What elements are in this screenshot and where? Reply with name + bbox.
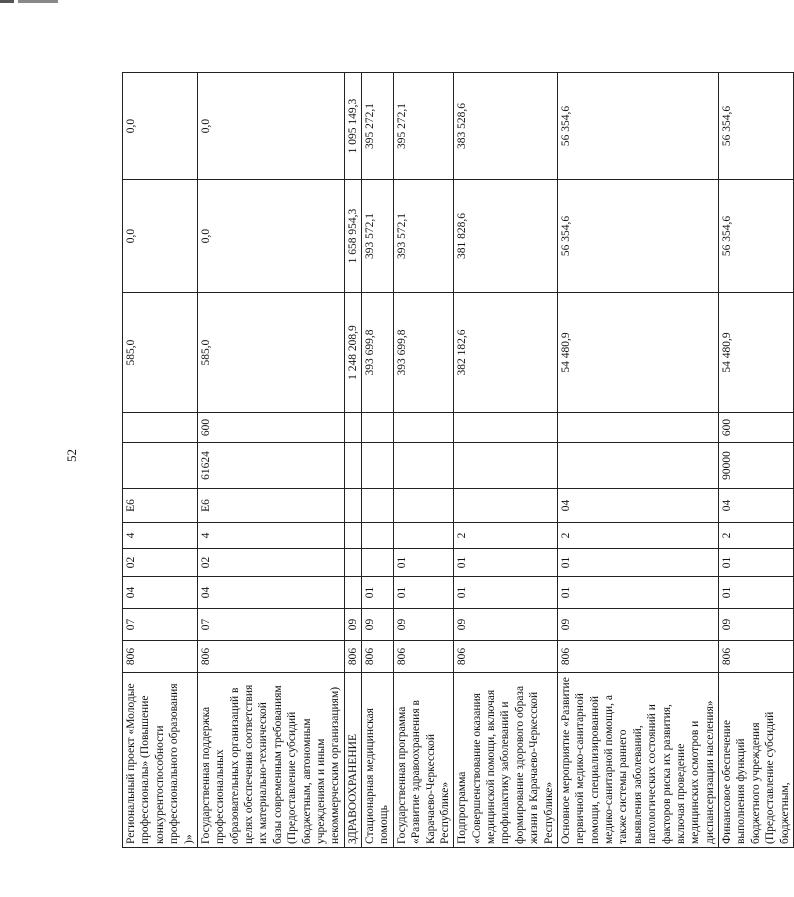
- code-cs1: 01: [393, 549, 454, 577]
- table-row: [362, 73, 394, 848]
- table-row: [123, 73, 198, 848]
- code-cs2: [362, 523, 394, 549]
- code-cs2: 2: [557, 523, 718, 549]
- row-name: Стационарная медицинская помощь: [362, 673, 394, 848]
- amount-year1: 382 182,6: [454, 293, 558, 413]
- amount-year2: 393 572,1: [362, 180, 394, 293]
- code-pr: [344, 577, 361, 609]
- code-cs1: 02: [123, 549, 198, 577]
- amount-year2: 0,0: [123, 180, 198, 293]
- code-cs3: [344, 489, 361, 523]
- table-row: [344, 73, 361, 848]
- code-ved: 806: [393, 641, 454, 673]
- amount-year2: 1 658 954,3: [344, 180, 361, 293]
- code-cs2: [344, 523, 361, 549]
- code-rz: 09: [344, 609, 361, 641]
- code-ved: 806: [362, 641, 394, 673]
- row-name: Основное мероприятие «Развитие первичной медико-санитарной помощи, специализированной медико-санитарной помощи, а также системы раннего выявления заболеваний, патологических состояний и факторов риска их развития, включая проведение медицинских осмотров и диспансеризации населения»: [557, 673, 718, 848]
- code-cs4: [557, 443, 718, 489]
- code-cs4: [362, 443, 394, 489]
- code-vr: [362, 413, 394, 443]
- code-cs4: [344, 443, 361, 489]
- code-vr: [123, 413, 198, 443]
- code-ved: 806: [557, 641, 718, 673]
- amount-year3: 0,0: [123, 73, 198, 180]
- code-cs1: 01: [557, 549, 718, 577]
- amount-year1: 54 480,9: [719, 293, 794, 413]
- code-cs4: [454, 443, 558, 489]
- code-pr: 04: [123, 577, 198, 609]
- code-pr: 01: [719, 577, 794, 609]
- code-cs4: [123, 443, 198, 489]
- code-cs1: 02: [197, 549, 344, 577]
- code-rz: 09: [362, 609, 394, 641]
- code-vr: 600: [719, 413, 794, 443]
- code-cs1: 01: [719, 549, 794, 577]
- table-row: [197, 73, 344, 848]
- code-cs1: [344, 549, 361, 577]
- amount-year3: 0,0: [197, 73, 344, 180]
- budget-table: [122, 72, 794, 848]
- code-vr: 600: [197, 413, 344, 443]
- code-cs3: Е6: [123, 489, 198, 523]
- code-cs2: 4: [123, 523, 198, 549]
- code-cs1: [362, 549, 394, 577]
- scan-artifact: [0, 0, 62, 5]
- code-cs4: 61624: [197, 443, 344, 489]
- code-cs3: 04: [557, 489, 718, 523]
- amount-year1: 1 248 208,9: [344, 293, 361, 413]
- code-rz: 07: [197, 609, 344, 641]
- amount-year2: 393 572,1: [393, 180, 454, 293]
- code-cs2: 2: [719, 523, 794, 549]
- code-cs3: Е6: [197, 489, 344, 523]
- amount-year2: 381 828,6: [454, 180, 558, 293]
- amount-year2: 0,0: [197, 180, 344, 293]
- amount-year1: 393 699,8: [362, 293, 394, 413]
- row-name: Государственная поддержка профессиональных образовательных организаций в целях обеспечения соответствия их материально-технической базы современным требованиям (Предоставление субсидий бюджетным, автономным учреждениям и иным некоммерческим организациям): [197, 673, 344, 848]
- row-name: Региональный проект «Молодые профессионалы» (Повышение конкурентоспособности профессионального образования )»: [123, 673, 198, 848]
- code-cs1: 01: [454, 549, 558, 577]
- amount-year3: 395 272,1: [362, 73, 394, 180]
- amount-year3: 56 354,6: [557, 73, 718, 180]
- amount-year3: 395 272,1: [393, 73, 454, 180]
- code-pr: 01: [557, 577, 718, 609]
- code-cs2: 2: [454, 523, 558, 549]
- code-pr: 01: [362, 577, 394, 609]
- code-ved: 806: [197, 641, 344, 673]
- row-name: ЗДРАВООХРАНЕНИЕ: [344, 673, 361, 848]
- code-cs4: [393, 443, 454, 489]
- page-number: 52: [64, 449, 79, 462]
- code-ved: 806: [454, 641, 558, 673]
- code-vr: [344, 413, 361, 443]
- row-name: Подпрограмма «Совершенствование оказания медицинской помощи, включая профилактику заболеваний и формирование здорового образа жизни в Карачаево-Черкесской Республике»: [454, 673, 558, 848]
- code-ved: 806: [719, 641, 794, 673]
- amount-year2: 56 354,6: [557, 180, 718, 293]
- row-name: Финансовое обеспечение выполнения функций бюджетного учреждения (Предоставление субсидий бюджетным,: [719, 673, 794, 848]
- code-cs3: [362, 489, 394, 523]
- code-rz: 09: [393, 609, 454, 641]
- amount-year2: 56 354,6: [719, 180, 794, 293]
- amount-year3: 1 095 149,3: [344, 73, 361, 180]
- amount-year3: 56 354,6: [719, 73, 794, 180]
- code-pr: 01: [393, 577, 454, 609]
- code-rz: 09: [719, 609, 794, 641]
- code-pr: 04: [197, 577, 344, 609]
- amount-year3: 383 528,6: [454, 73, 558, 180]
- code-cs4: 90000: [719, 443, 794, 489]
- code-vr: [393, 413, 454, 443]
- amount-year1: 393 699,8: [393, 293, 454, 413]
- table-row: [719, 73, 794, 848]
- table-row: [557, 73, 718, 848]
- amount-year1: 585,0: [123, 293, 198, 413]
- budget-table-rotated: [122, 73, 791, 848]
- code-vr: [454, 413, 558, 443]
- code-ved: 806: [123, 641, 198, 673]
- code-ved: 806: [344, 641, 361, 673]
- table-row: [454, 73, 558, 848]
- code-rz: 07: [123, 609, 198, 641]
- code-rz: 09: [557, 609, 718, 641]
- code-pr: 01: [454, 577, 558, 609]
- code-cs2: 4: [197, 523, 344, 549]
- code-vr: [557, 413, 718, 443]
- code-rz: 09: [454, 609, 558, 641]
- amount-year1: 54 480,9: [557, 293, 718, 413]
- row-name: Государственная программа «Развитие здравоохранения в Карачаево-Черкесской Республике»: [393, 673, 454, 848]
- code-cs2: [393, 523, 454, 549]
- code-cs3: 04: [719, 489, 794, 523]
- amount-year1: 585,0: [197, 293, 344, 413]
- code-cs3: [393, 489, 454, 523]
- code-cs3: [454, 489, 558, 523]
- table-row: [393, 73, 454, 848]
